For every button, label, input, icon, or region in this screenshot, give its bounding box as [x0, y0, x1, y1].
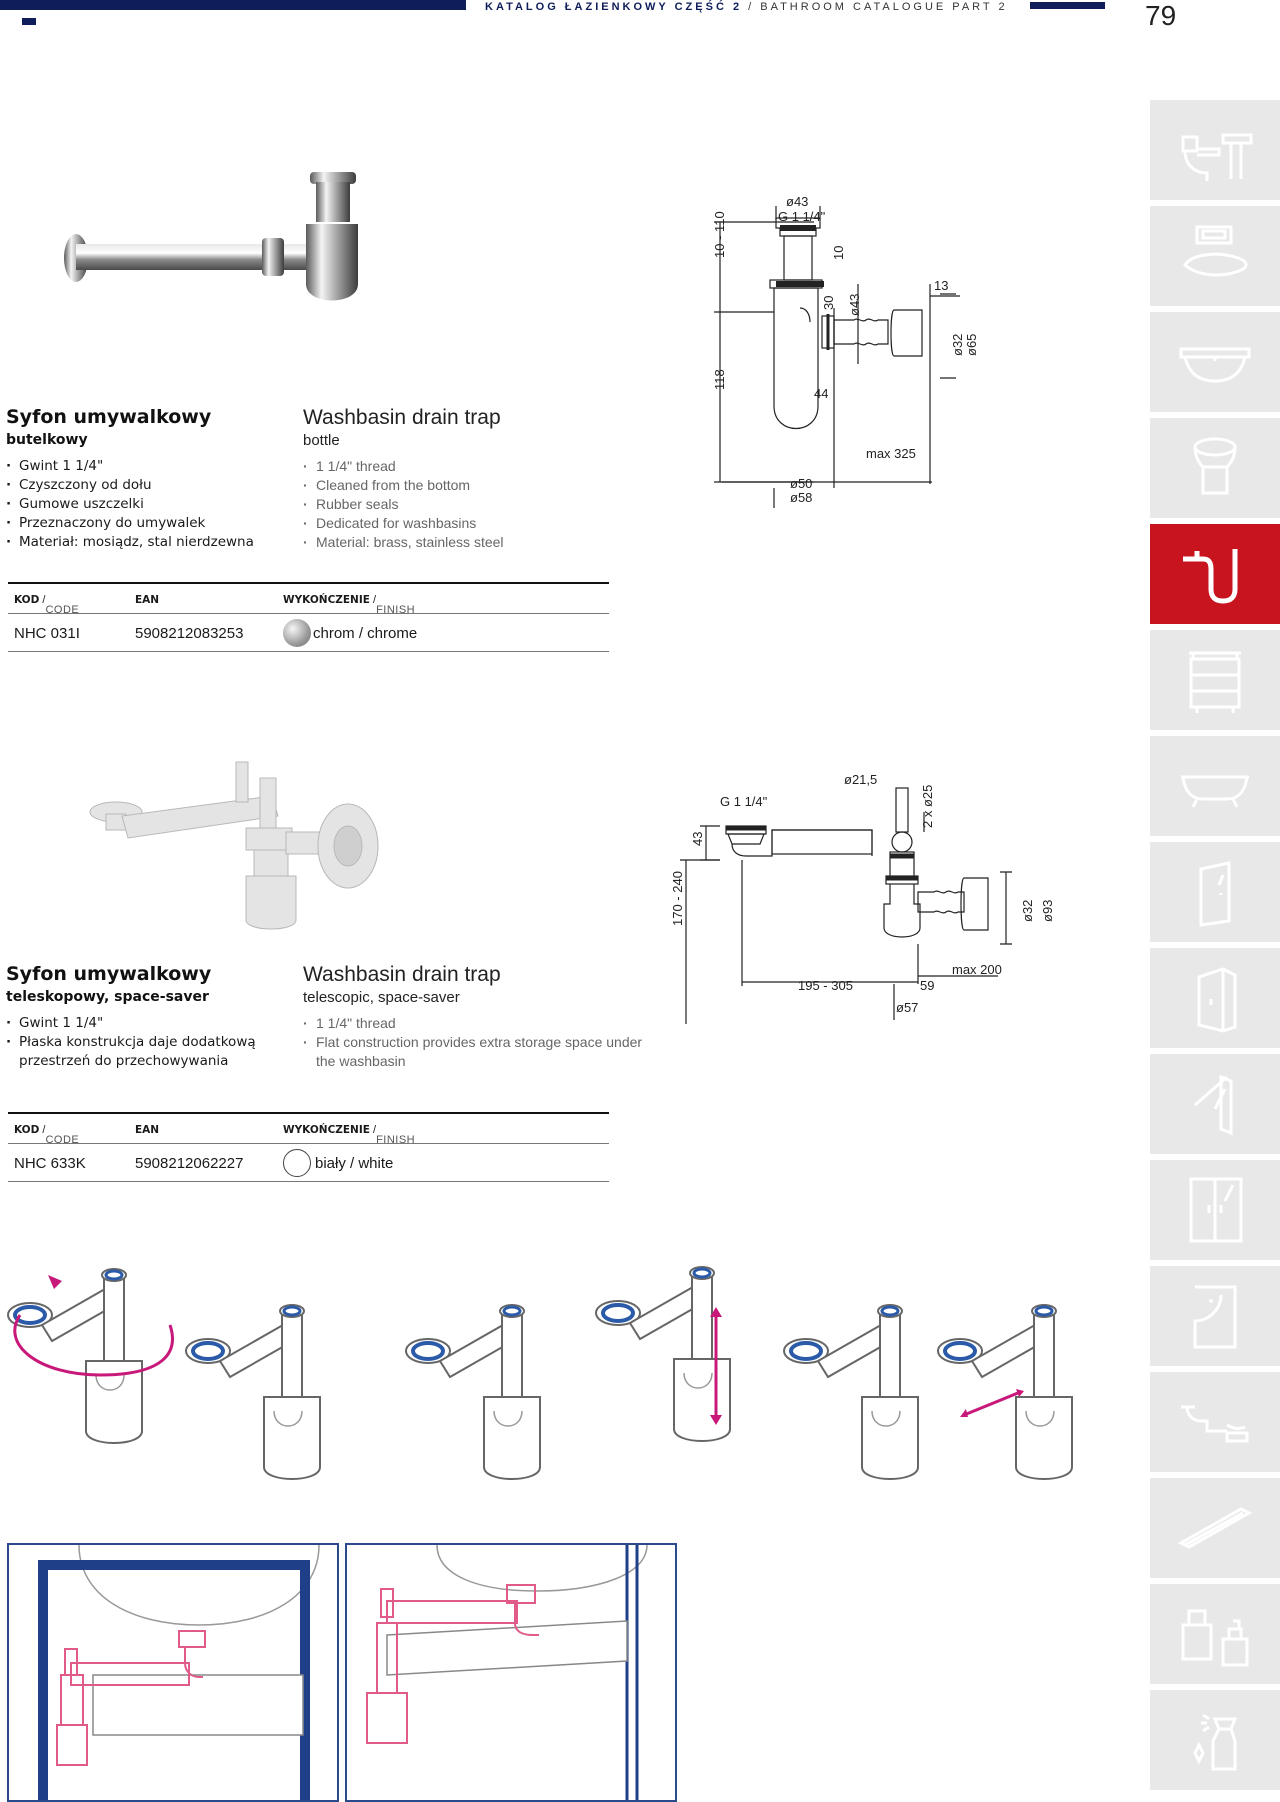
product-title-en: Washbasin drain trap — [303, 963, 501, 986]
page-number: 79 — [1145, 0, 1177, 31]
telescopic-trap-technical-drawing — [660, 764, 1080, 1024]
dim-top-diameter: ø43 — [786, 194, 809, 209]
feature-item: · 1 1/4" thread — [303, 1014, 643, 1033]
countertop-basin-icon[interactable] — [1150, 418, 1280, 521]
product-subtitle-en: bottle — [303, 432, 340, 449]
dim-93: ø93 — [1040, 899, 1055, 922]
bathtub-icon[interactable] — [1150, 736, 1280, 839]
product-code: NHC 031I — [14, 625, 80, 642]
feature-item: · Gwint 1 1/4" — [6, 457, 296, 476]
feature-item: · Material: brass, stainless steel — [303, 533, 643, 552]
product-title-en: Washbasin drain trap — [303, 406, 501, 429]
feature-item: · Rubber seals — [303, 495, 643, 514]
dim-58: ø58 — [790, 490, 813, 505]
feature-item: · Przeznaczony do umywalek — [6, 514, 296, 533]
dim-57: ø57 — [896, 1000, 919, 1015]
dim-max-length: max 200 — [952, 962, 1002, 977]
washbasin-icon[interactable] — [1150, 312, 1280, 415]
dim-max-length: max 325 — [866, 446, 916, 461]
table-header: KOD / CODE EAN WYKOŃCZENIE / FINISH — [8, 582, 609, 614]
table-header: KOD / CODE EAN WYKOŃCZENIE / FINISH — [8, 1112, 609, 1144]
dim-32: ø32 — [1020, 899, 1035, 922]
flush-plate-seat-icon[interactable] — [1150, 206, 1280, 309]
dim-32: ø32 — [950, 333, 965, 356]
installation-panel-cabinet — [7, 1543, 339, 1802]
vanity-cabinet-icon[interactable] — [1150, 630, 1280, 733]
shower-cabin-icon[interactable] — [1150, 948, 1280, 1051]
category-sidebar — [1150, 100, 1280, 1802]
dim-65: ø65 — [964, 333, 979, 356]
dim-thread: G 1 1/4" — [778, 209, 826, 224]
dim-21-5: ø21,5 — [844, 772, 878, 787]
dim-height-range: 170 - 240 — [670, 871, 685, 926]
product-subtitle-pl: butelkowy — [6, 432, 88, 448]
finish-label: biały / white — [315, 1155, 394, 1172]
dim-44: 44 — [814, 386, 829, 401]
ean-code: 5908212083253 — [135, 625, 244, 642]
finish-swatch-chrome — [283, 619, 311, 647]
finish-label: chrom / chrome — [313, 625, 418, 642]
accessories-icon[interactable] — [1150, 1584, 1280, 1687]
cleaning-spray-icon[interactable] — [1150, 1690, 1280, 1793]
features-list-en — [303, 1014, 643, 1071]
dim-13: 13 — [934, 278, 949, 293]
dim-50: ø50 — [790, 476, 813, 491]
feature-item: · Flat construction provides extra storage space under the washbasin — [303, 1033, 643, 1071]
feature-item: · Płaska konstrukcja daje dodatkową przestrzeń do przechowywania — [6, 1033, 276, 1071]
catalogue-title: KATALOG ŁAZIENKOWY CZĘŚĆ 2 / BATHROOM CATALOGUE PART 2 — [485, 1, 1008, 13]
product-title-pl: Syfon umywalkowy — [6, 406, 212, 428]
table-row — [8, 614, 609, 652]
feature-item: · 1 1/4" thread — [303, 457, 643, 476]
feature-item: · Cleaned from the bottom — [303, 476, 643, 495]
header-bar-left — [0, 0, 466, 10]
dim-outlet-diameter: ø43 — [847, 293, 862, 316]
dim-30: 30 — [821, 295, 836, 310]
installation-panel-furniture — [345, 1543, 677, 1802]
toilet-washbasin-icon[interactable] — [1150, 100, 1280, 203]
feature-item: · Gumowe uszczelki — [6, 495, 296, 514]
product-subtitle-en: telescopic, space-saver — [303, 989, 460, 1006]
dim-length-range: 195 - 305 — [798, 978, 853, 993]
shower-door-icon[interactable] — [1150, 842, 1280, 945]
feature-item: · Dedicated for washbasins — [303, 514, 643, 533]
drain-trap-icon[interactable] — [1150, 524, 1280, 627]
dim-height-range: 10 - 110 — [712, 211, 727, 258]
siphon-drain-icon[interactable] — [1150, 1372, 1280, 1475]
features-list-pl — [6, 457, 296, 552]
finish-swatch-white — [283, 1149, 311, 1177]
feature-item: · Materiał: mosiądz, stal nierdzewna — [6, 533, 296, 552]
table-row — [8, 1144, 609, 1182]
linear-drain-icon[interactable] — [1150, 1478, 1280, 1581]
telescopic-trap-photo — [86, 758, 426, 938]
product-code-table — [8, 582, 609, 652]
feature-item: · Czyszczony od dołu — [6, 476, 296, 495]
bottle-trap-technical-drawing — [700, 188, 1030, 508]
product-title-pl: Syfon umywalkowy — [6, 963, 212, 985]
header-mark — [22, 18, 36, 25]
adjustment-illustrations — [0, 1255, 1140, 1485]
shower-enclosure-icon[interactable] — [1150, 1160, 1280, 1263]
dim-43: 43 — [690, 831, 705, 846]
product-subtitle-pl: teleskopowy, space-saver — [6, 989, 209, 1005]
dim-10: 10 — [831, 245, 846, 260]
shower-tray-icon[interactable] — [1150, 1266, 1280, 1369]
features-list-en — [303, 457, 643, 552]
header-bar-right — [1030, 2, 1105, 9]
product-code-table — [8, 1112, 609, 1182]
dim-side-outlets: 2 x ø25 — [920, 784, 935, 828]
dim-59: 59 — [920, 978, 935, 993]
product-code: NHC 633K — [14, 1155, 86, 1172]
dim-thread: G 1 1/4" — [720, 794, 768, 809]
dim-118: 118 — [712, 369, 727, 390]
glass-screen-icon[interactable] — [1150, 1054, 1280, 1157]
feature-item: · Gwint 1 1/4" — [6, 1014, 276, 1033]
features-list-pl — [6, 1014, 276, 1071]
ean-code: 5908212062227 — [135, 1155, 244, 1172]
bottle-trap-photo — [62, 168, 402, 328]
